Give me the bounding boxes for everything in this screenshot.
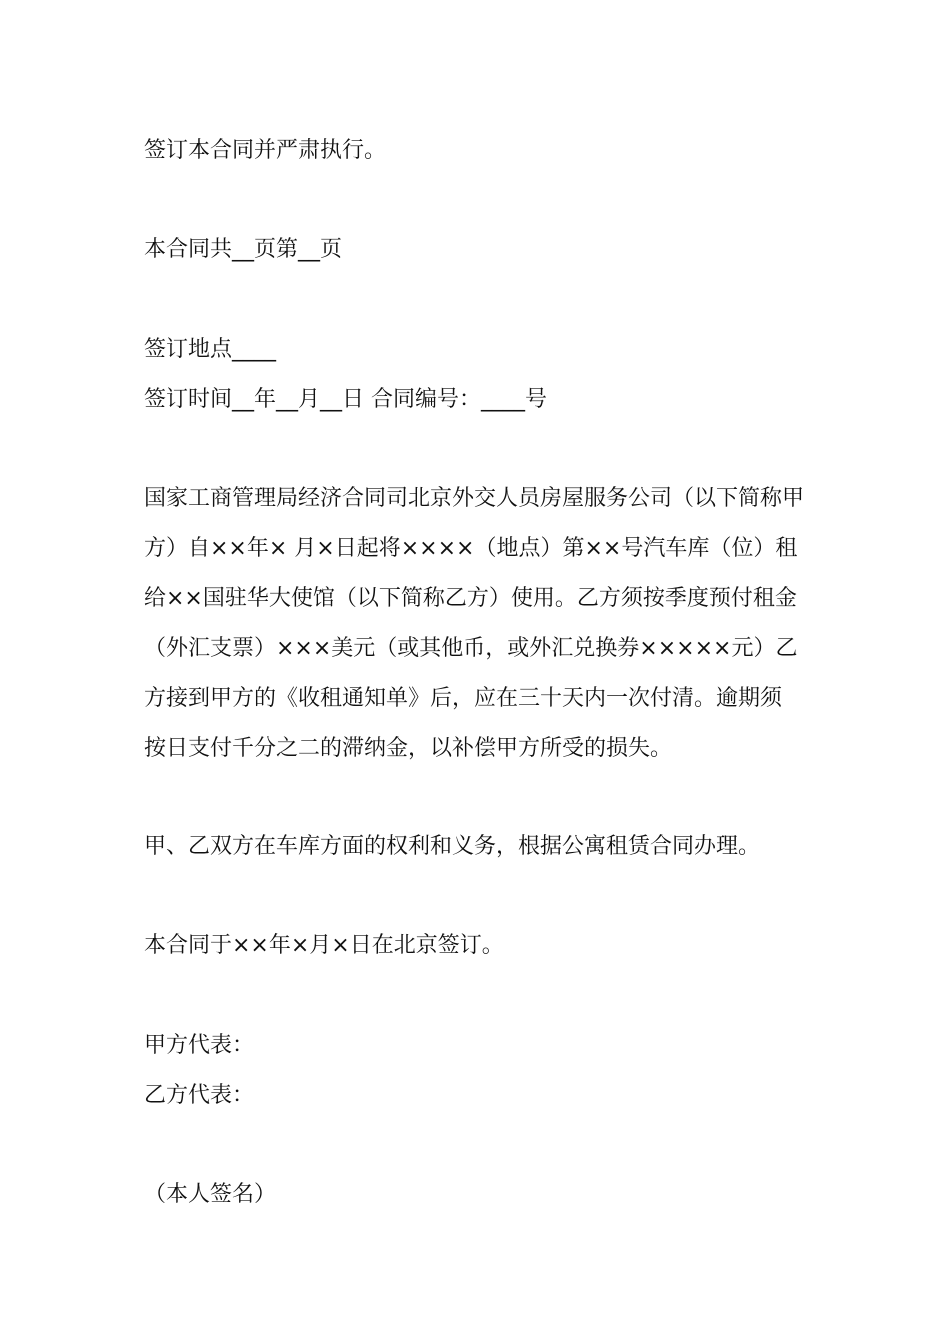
paragraph-line: 给××国驻华大使馆（以下简称乙方）使用。乙方须按季度预付租金 xyxy=(144,586,797,611)
paragraph-line: 国家工商管理局经济合同司北京外交人员房屋服务公司（以下简称甲 xyxy=(144,486,805,511)
paragraph-line: 方）自××年× 月×日起将××××（地点）第××号汽车库（位）租 xyxy=(144,536,798,561)
sign-place-line: 签订地点____ xyxy=(144,337,277,362)
party-a-representative: 甲方代表： xyxy=(144,1033,255,1058)
paragraph-line: 按日支付千分之二的滞纳金，以补偿甲方所受的损失。 xyxy=(144,736,673,761)
signed-line: 本合同于××年×月×日在北京签订。 xyxy=(144,933,504,958)
rights-line: 甲、乙双方在车库方面的权利和义务，根据公寓租赁合同办理。 xyxy=(144,834,761,859)
intro-line: 签订本合同并严肃执行。 xyxy=(144,138,387,163)
party-b-representative: 乙方代表： xyxy=(144,1083,255,1108)
main-paragraph xyxy=(144,474,806,774)
paragraph-line: 方接到甲方的《收租通知单》后，应在三十天内一次付清。逾期须 xyxy=(144,686,783,711)
signature-note: （本人签名） xyxy=(144,1182,277,1207)
sign-time-line: 签订时间__年__月__日 合同编号：____号 xyxy=(144,387,547,412)
pages-line: 本合同共__页第__页 xyxy=(144,237,343,262)
paragraph-line: （外汇支票）×××美元（或其他币，或外汇兑换券×××××元）乙 xyxy=(144,636,798,661)
